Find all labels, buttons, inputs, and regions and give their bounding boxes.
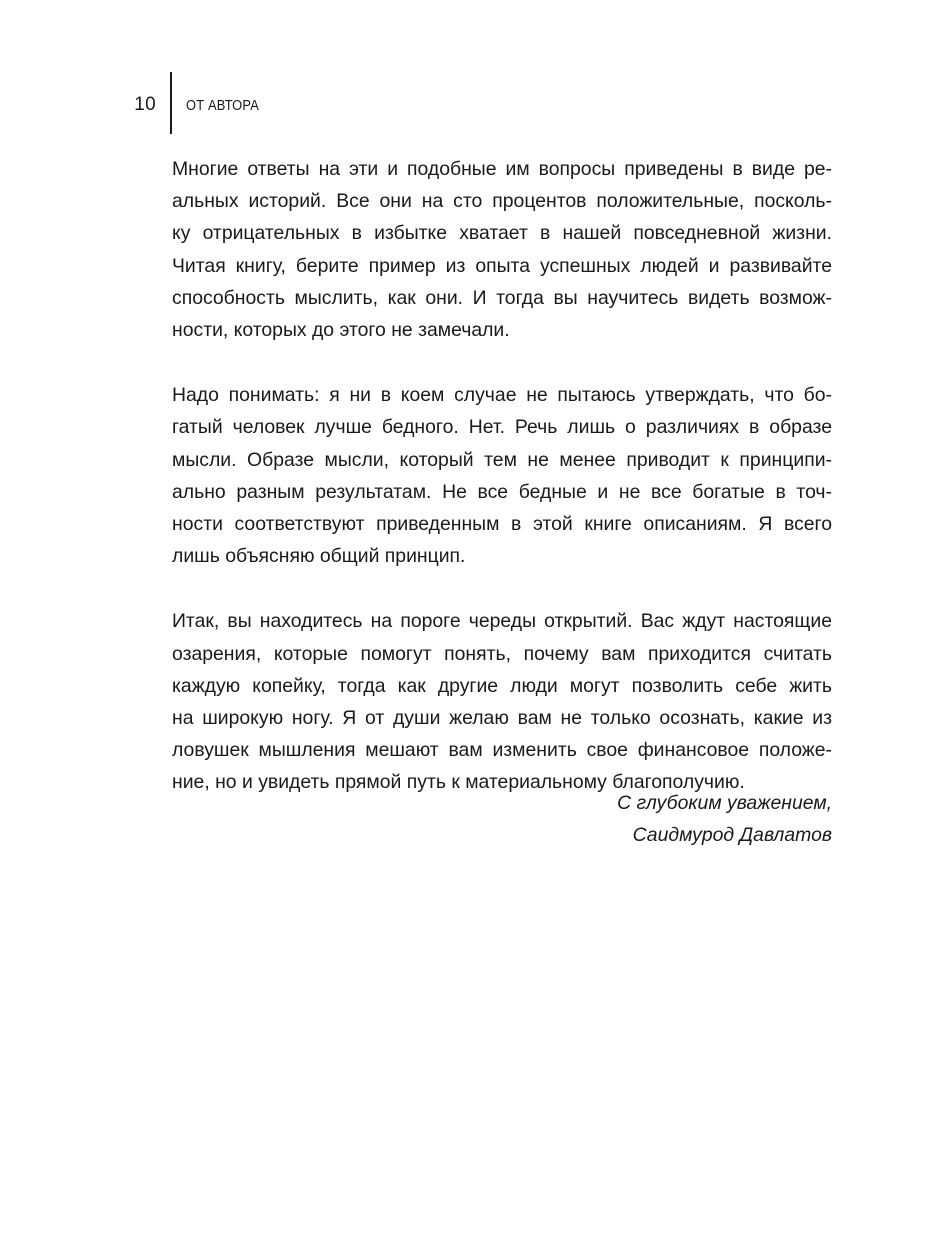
text-line: гатый человек лучше бедного. Нет. Речь лишь о различиях в образе bbox=[172, 416, 832, 439]
text-line: ности, которых до этого не замечали. bbox=[172, 319, 510, 342]
header-divider bbox=[170, 72, 172, 134]
signature-author: Саидмурод Давлатов bbox=[632, 824, 832, 847]
text-line: мысли. Образе мысли, который тем не менее приводит к принципи- bbox=[172, 448, 832, 471]
signature-closing: С глубоким уважением, bbox=[617, 792, 832, 814]
page-number: 10 bbox=[134, 94, 156, 115]
text-line: на широкую ногу. Я от души желаю вам не только осознать, какие из bbox=[172, 707, 832, 730]
text-line: способность мыслить, как они. И тогда вы научитесь видеть возмож- bbox=[172, 286, 832, 309]
text-line: Многие ответы на эти и подобные им вопросы приведены в виде ре- bbox=[172, 158, 832, 180]
page-header bbox=[0, 72, 946, 134]
text-line: ние, но и увидеть прямой путь к материальному благополучию. bbox=[172, 771, 745, 794]
body-text bbox=[172, 153, 832, 832]
text-line: Итак, вы находитесь на пороге череды открытий. Вас ждут настоящие bbox=[172, 610, 832, 633]
text-line: Надо понимать: я ни в коем случае не пытаюсь утверждать, что бо- bbox=[172, 384, 832, 407]
text-line: ности соответствуют приведенным в этой книге описаниям. Я всего bbox=[172, 513, 832, 536]
paragraph bbox=[172, 153, 832, 346]
text-line: альных историй. Все они на сто процентов положительные, посколь- bbox=[172, 190, 832, 213]
text-line: ловушек мышления мешают вам изменить свое финансовое положе- bbox=[172, 739, 832, 762]
paragraph bbox=[172, 379, 832, 572]
paragraph bbox=[172, 605, 832, 798]
signature bbox=[617, 787, 832, 852]
text-line: лишь объясняю общий принцип. bbox=[172, 545, 466, 568]
text-line: ально разным результатам. Не все бедные и не все богатые в точ- bbox=[172, 480, 832, 503]
running-title: ОТ АВТОРА bbox=[186, 97, 260, 114]
text-line: каждую копейку, тогда как другие люди могут позволить себе жить bbox=[172, 674, 832, 697]
text-line: озарения, которые помогут понять, почему вам приходится считать bbox=[172, 642, 832, 665]
text-line: Читая книгу, берите пример из опыта успешных людей и развивайте bbox=[172, 254, 832, 277]
text-line: ку отрицательных в избытке хватает в нашей повседневной жизни. bbox=[172, 222, 832, 245]
